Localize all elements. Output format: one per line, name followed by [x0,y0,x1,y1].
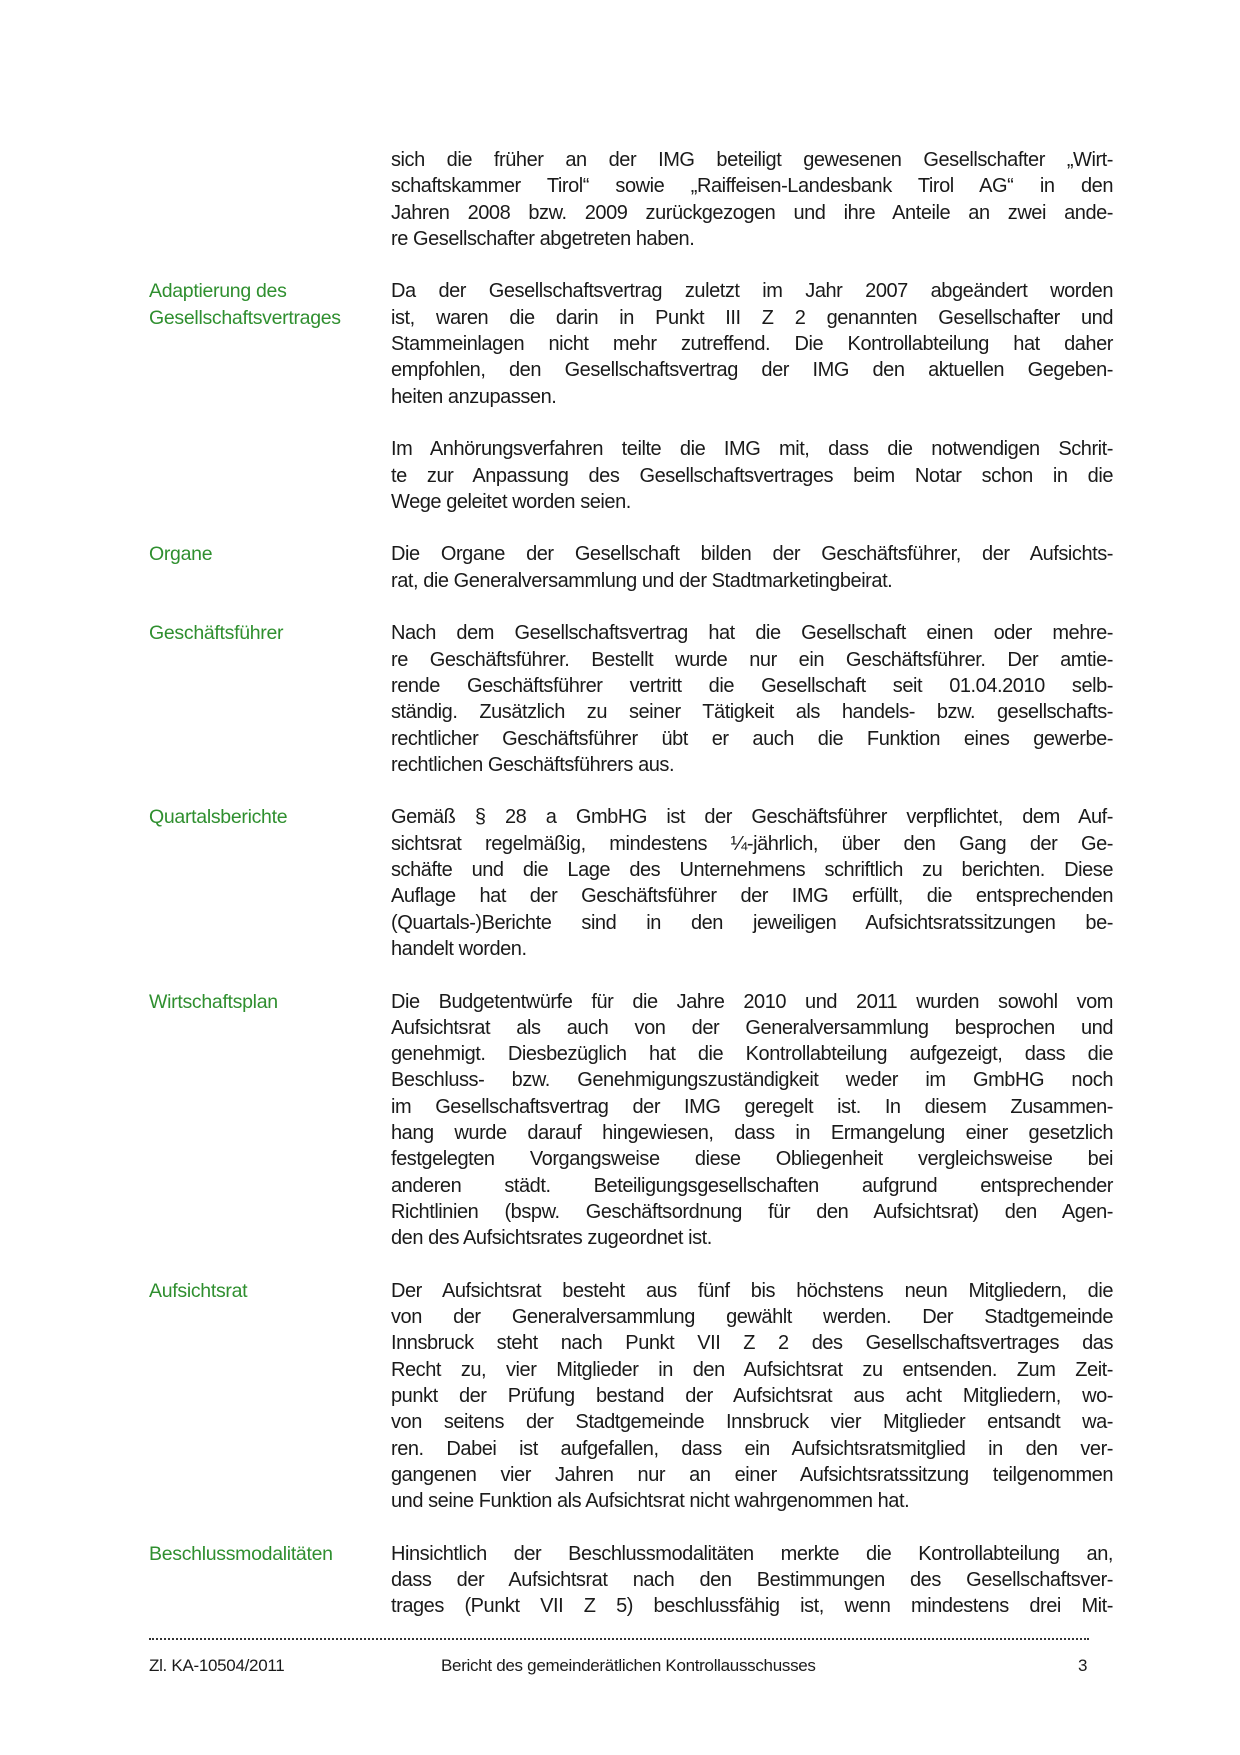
margin-heading [149,620,379,646]
section-body [391,804,1113,962]
section [0,620,1240,778]
margin-heading-line: Wirtschaftsplan [149,990,278,1013]
text-line: te zur Anpassung des Gesellschaftsvertrages beim Notar schon in die [391,464,1113,487]
text-line: genehmigt. Diesbezüglich hat die Kontrollabteilung aufgezeigt, dass die [391,1043,1113,1066]
text-line: den des Aufsichtsrates zugeordnet ist. [391,1227,712,1250]
section [0,147,1240,252]
section [0,804,1240,962]
text-line: dass der Aufsichtsrat nach den Bestimmungen des Gesellschaftsver- [391,1569,1113,1592]
text-line: Gemäß § 28 a GmbHG ist der Geschäftsführer verpflichtet, dem Auf- [391,806,1113,829]
section-body [391,278,1113,515]
margin-heading [149,278,379,331]
margin-heading [149,1278,379,1304]
text-line: (Quartals-)Berichte sind in den jeweiligen Aufsichtsratssitzungen be- [391,911,1113,934]
section [0,278,1240,515]
text-line: handelt worden. [391,937,527,960]
section-body [391,989,1113,1252]
section-body [391,1278,1113,1515]
section [0,1541,1240,1620]
margin-heading [149,989,379,1015]
document-body [0,147,1240,1646]
text-line: Da der Gesellschaftsvertrag zuletzt im Jahr 2007 abgeändert worden [391,280,1113,303]
section-body [391,1541,1113,1620]
section-body [391,620,1113,778]
text-line: sichtsrat regelmäßig, mindestens ¼-jährlich, über den Gang der Ge- [391,832,1113,855]
text-line: ren. Dabei ist aufgefallen, dass ein Aufsichtsratsmitglied in den ver- [391,1437,1113,1460]
footer-divider [149,1638,1089,1640]
paragraph [391,804,1113,962]
text-line: schaftskammer Tirol“ sowie „Raiffeisen-Landesbank Tirol AG“ in den [391,175,1113,198]
paragraph [391,1541,1113,1620]
section [0,1278,1240,1515]
text-line: Wege geleitet worden seien. [391,490,631,513]
text-line: anderen städt. Beteiligungsgesellschaften aufgrund entsprechender [391,1174,1113,1197]
margin-heading-line: Beschlussmodalitäten [149,1542,333,1565]
text-line: rat, die Generalversammlung und der Stadtmarketingbeirat. [391,569,893,592]
text-line: Innsbruck steht nach Punkt VII Z 2 des Gesellschaftsvertrages das [391,1332,1113,1355]
section [0,541,1240,594]
text-line: Im Anhörungsverfahren teilte die IMG mit, dass die notwendigen Schrit- [391,438,1113,461]
footer-title: Bericht des gemeinderätlichen Kontrollausschusses [441,1656,816,1675]
section-body [391,147,1113,252]
text-line: ständig. Zusätzlich zu seiner Tätigkeit als handels- bzw. gesellschafts- [391,701,1113,724]
margin-heading-line: Gesellschaftsvertrages [149,306,341,329]
text-line: Hinsichtlich der Beschlussmodalitäten merkte die Kontrollabteilung an, [391,1542,1113,1565]
text-line: rechtlichen Geschäftsführers aus. [391,753,675,776]
text-line: ist, waren die darin in Punkt III Z 2 genannten Gesellschafter und [391,306,1113,329]
text-line: Aufsichtsrat als auch von der Generalversammlung besprochen und [391,1016,1113,1039]
text-line: hang wurde darauf hingewiesen, dass in Ermangelung einer gesetzlich [391,1121,1113,1144]
paragraph [391,989,1113,1252]
paragraph [391,620,1113,778]
text-line: punkt der Prüfung bestand der Aufsichtsrat aus acht Mitgliedern, wo- [391,1384,1113,1407]
text-line: Richtlinien (bspw. Geschäftsordnung für den Aufsichtsrat) den Agen- [391,1200,1113,1223]
margin-heading [149,1541,379,1567]
text-line: von der Generalversammlung gewählt werden. Der Stadtgemeinde [391,1306,1113,1329]
text-line: Der Aufsichtsrat besteht aus fünf bis höchstens neun Mitgliedern, die [391,1279,1113,1302]
margin-heading-line: Geschäftsführer [149,622,284,645]
margin-heading-line: Quartalsberichte [149,806,288,829]
text-line: Beschluss- bzw. Genehmigungszuständigkeit weder im GmbHG noch [391,1069,1113,1092]
margin-heading-line: Organe [149,543,213,566]
text-line: Die Organe der Gesellschaft bilden der Geschäftsführer, der Aufsichts- [391,543,1113,566]
page-number: 3 [1078,1656,1088,1675]
text-line: und seine Funktion als Aufsichtsrat nicht wahrgenommen hat. [391,1490,910,1513]
text-line: im Gesellschaftsvertrag der IMG geregelt ist. In diesem Zusammen- [391,1095,1113,1118]
text-line: gangenen vier Jahren nur an einer Aufsichtsratssitzung teilgenommen [391,1463,1113,1486]
text-line: trages (Punkt VII Z 5) beschlussfähig ist, wenn mindestens drei Mit- [391,1595,1113,1618]
text-line: re Gesellschafter abgetreten haben. [391,227,695,250]
text-line: Stammeinlagen nicht mehr zutreffend. Die Kontrollabteilung hat daher [391,333,1113,356]
text-line: heiten anzupassen. [391,385,557,408]
text-line: Auflage hat der Geschäftsführer der IMG erfüllt, die entsprechenden [391,885,1113,908]
text-line: Jahren 2008 bzw. 2009 zurückgezogen und ihre Anteile an zwei ande- [391,201,1113,224]
paragraph [391,1278,1113,1515]
paragraph [391,436,1113,515]
margin-heading-line: Aufsichtsrat [149,1279,248,1302]
section [0,989,1240,1252]
margin-heading [149,804,379,830]
margin-heading [149,541,379,567]
paragraph [391,541,1113,594]
footer-reference: Zl. KA-10504/2011 [149,1656,285,1675]
text-line: rende Geschäftsführer vertritt die Gesellschaft seit 01.04.2010 selb- [391,674,1113,697]
paragraph [391,278,1113,409]
text-line: von seitens der Stadtgemeinde Innsbruck vier Mitglieder entsandt wa- [391,1411,1113,1434]
text-line: re Geschäftsführer. Bestellt wurde nur ein Geschäftsführer. Der amtie- [391,648,1113,671]
text-line: Nach dem Gesellschaftsvertrag hat die Gesellschaft einen oder mehre- [391,622,1113,645]
text-line: empfohlen, den Gesellschaftsvertrag der IMG den aktuellen Gegeben- [391,359,1113,382]
text-line: festgelegten Vorgangsweise diese Obliegenheit vergleichsweise bei [391,1148,1113,1171]
text-line: Die Budgetentwürfe für die Jahre 2010 und 2011 wurden sowohl vom [391,990,1113,1013]
margin-heading-line: Adaptierung des [149,280,287,303]
text-line: schäfte und die Lage des Unternehmens schriftlich zu berichten. Diese [391,859,1113,882]
text-line: sich die früher an der IMG beteiligt gewesenen Gesellschafter „Wirt- [391,149,1113,171]
text-line: rechtlicher Geschäftsführer übt er auch die Funktion eines gewerbe- [391,727,1113,750]
text-line: Recht zu, vier Mitglieder in den Aufsichtsrat zu entsenden. Zum Zeit- [391,1358,1113,1381]
paragraph [391,147,1113,252]
section-body [391,541,1113,594]
